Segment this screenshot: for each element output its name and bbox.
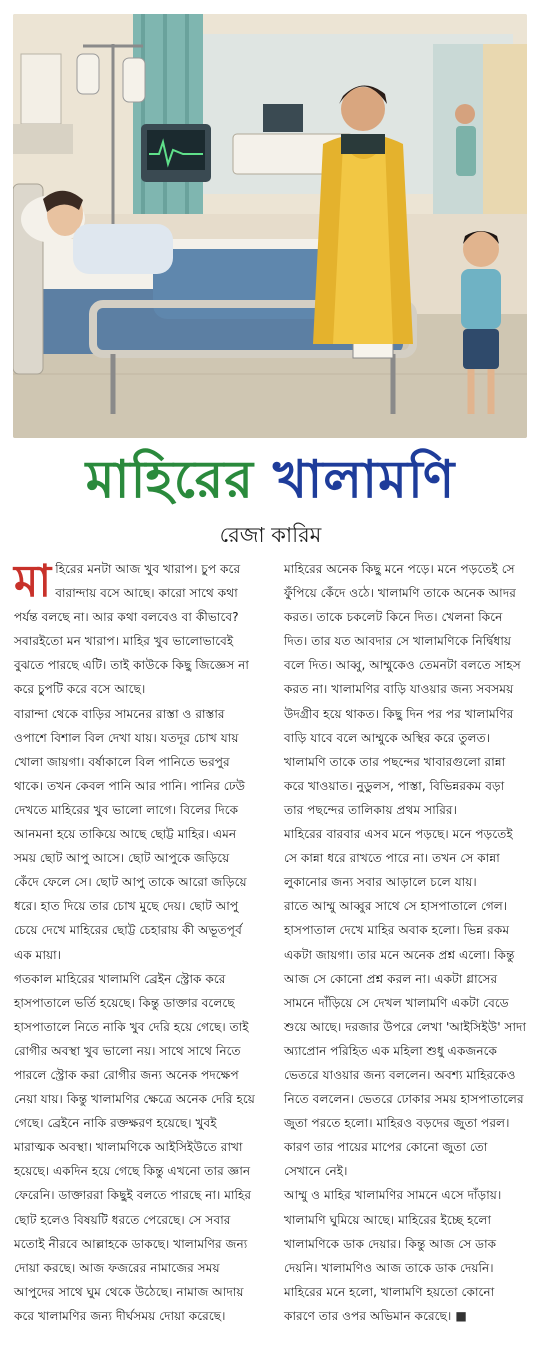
paragraph: রাতে আম্মু আব্বুর সাথে সে হাসপাতালে গেল। হাসপাতাল দেখে মাহির অবাক হলো। ভিন্ন রকম একটা জায়গা। তার মনে অনেক প্রশ্ন এলো। কিন্তু আজ সে কোনো প্রশ্ন করল না। একটা গ্লাসের সামনে দাঁড়িয়ে সে দেখল খালামণি একটা বেডে শুয়ে আছে। দরজার উপরে লেখা 'আইসিইউ' সাদা অ্যাপ্রোন পরিহিত এক মহিলা শুধু একজনকে ভেতরে যাওয়ার জন্য বললেন। অবশ্য মাহিরকেও নিতে বললেন। ভেতরে ঢোকার সময় হাসপাতালের জুতা পরতে হলো। মাহিরও বড়দের জুতা পরল। কারণ তার পায়ের মাপের কোনো জুতা তো সেখানে নেই। <box>284 899 526 1179</box>
title-word-1: মাহিরের <box>85 450 254 510</box>
paragraph: মাহিরের অনেক কিছু মনে পড়ে। মনে পড়তেই সে ফুঁপিয়ে কেঁদে ওঠে। খালামণি তাকে অনেক আদর করত। তাকে চকলেট কিনে দিত। খেলনা কিনে দিত। তার যত আবদার সে খালামণিকে নির্দ্বিধায় বলে দিত। আব্বু, আম্মুকেও তেমনটা বলতে সাহস করত না। খালামণির বাড়ি যাওয়ার জন্য সবসময় উদগ্রীব হয়ে থাকত। কিছু দিন পর পর খালামণির বাড়ি যাবে বলে আম্মুকে অস্থির করে তুলত। খালামণি তাকে তার পছন্দের খাবারগুলো রান্না করে খাওয়াত। নুডুলস, পাস্তা, বিভিন্নরকম বড়া তার পছন্দের তালিকায় প্রথম সারির। <box>284 562 521 817</box>
paragraph: গতকাল মাহিরের খালামণি ব্রেইন স্ট্রোক করে হাসপাতালে ভর্তি হয়েছে। কিন্তু ডাক্তার বলেছে হাসপাতালে নিতে নাকি খুব দেরি হয়ে গেছে। তাই রোগীর অবস্থা খুব ভালো নয়। সাথে সাথে নিতে পারলে স্ট্রোক করা রোগীর জন্য অনেক পদক্ষেপ নেয়া যায়। কিন্তু খালামণির ক্ষেত্রে অনেক দেরি হয়ে গেছে। ব্রেইনে নাকি রক্তক্ষরণ হয়েছে। খুবই মারাত্মক অবস্থা। খালামণিকে আইসিইউতে রাখা হয়েছে। একদিন হয়ে গেছে কিন্তু এখনো তার জ্ঞান ফেরেনি। ডাক্তাররা কিছুই বলতে পারছে না। মাহির ছোট হলেও বিষয়টি ধরতে পেরেছে। সে সবার মতোই নীরবে আল্লাহকে ডাকছে। খালামণির জন্য দোয়া করছে। আজ ফজরের নামাজের সময় আপুদের সাথে ঘুম থেকে উঠেছে। নামাজ আদায় করে খালামণির জন্য দীর্ঘসময় দোয়া করেছে। <box>14 971 255 1323</box>
end-mark-icon: ■ <box>455 1308 467 1323</box>
article-column-right <box>284 557 527 1328</box>
hospital-scene-drawing <box>13 14 527 438</box>
drop-cap: মা <box>14 556 52 607</box>
paragraph-last <box>284 1183 527 1328</box>
paragraph: হিরের মনটা আজ খুব খারাপ। চুপ করে বারান্দায় বসে আছে। কারো সাথে কথা পর্যন্ত বলছে না। আর কথা বলবেও বা কীভাবে? সবারইতো মন খারাপ। মাহির খুব ভালোভাবেই বুঝতে পারছে এটি। তাই কাউকে কিছু জিজ্ঞেস না করে চুপটি করে বসে আছে। <box>14 562 249 697</box>
author-byline: রেজা কারিম <box>219 523 322 547</box>
paragraph-text: আম্মু ও মাহির খালামণির সামনে এসে দাঁড়ায়। খালামণি ঘুমিয়ে আছে। মাহিরের ইচ্ছে হলো খালামণিকে ডাক দেয়ার। কিন্তু আজ সে ডাক দেয়নি। খালামণিও আজ তাকে ডাক দেয়নি। মাহিরের মনে হলো, খালামণি হয়তো কোনো কারণে তার ওপর অভিমান করেছে। <box>284 1188 502 1323</box>
paragraph: মাহিরের বারবার এসব মনে পড়ছে। মনে পড়তেই সে কান্না ধরে রাখতে পারে না। তখন সে কান্না লুকানোর জন্য সবার আড়ালে চলে যায়। <box>284 827 513 890</box>
hospital-illustration <box>13 14 527 438</box>
title-word-2: খালামণি <box>273 450 456 510</box>
article-title <box>0 448 541 512</box>
article-column-left <box>14 557 257 1328</box>
paragraph: বারান্দা থেকে বাড়ির সামনের রাস্তা ও রাস্তার ওপাশে বিশাল বিল দেখা যায়। যতদূর চোখ যায় খোলা জায়গা। বর্ষাকালে বিল পানিতে ভরপুর থাকে। তখন কেবল পানি আর পানি। পানির ঢেউ দেখতে মাহিরের খুব ভালো লাগে। বিলের দিকে আনমনা হয়ে তাকিয়ে আছে ছোট্ট মাহির। এমন সময় ছোট আপু আসে। ছোট আপুকে জড়িয়ে কেঁদে ফেলে সে। ছোট আপু তাকে আরো জড়িয়ে ধরে। হাত দিয়ে তার চোখ মুছে দেয়। ছোট আপু চেয়ে দেখে মাহিরের ছোট্ট চেহারায় কী অভূতপূর্ব এক মায়া। <box>14 706 247 962</box>
